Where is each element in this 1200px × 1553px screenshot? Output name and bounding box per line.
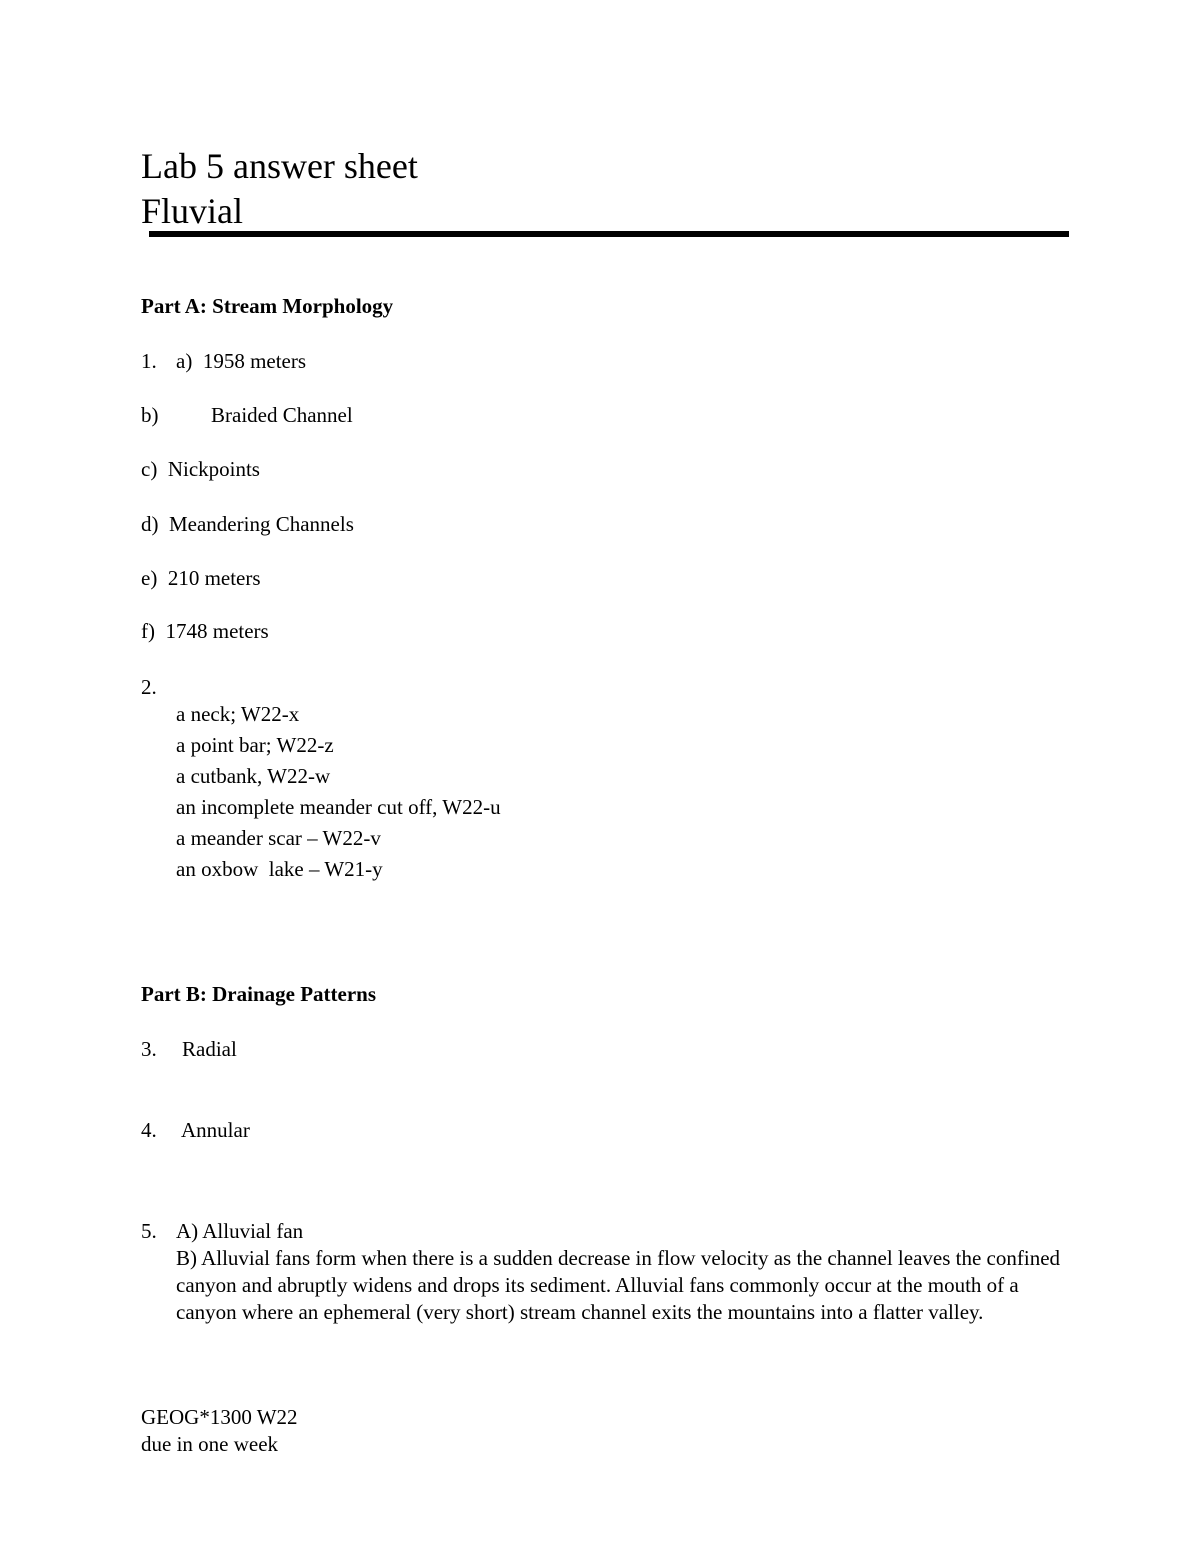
q1-answer-b: Braided Channel xyxy=(211,403,353,427)
q4-number: 4. xyxy=(141,1118,157,1142)
title-divider xyxy=(149,231,1069,237)
part-a-heading: Part A: Stream Morphology xyxy=(141,294,394,318)
part-b-heading: Part B: Drainage Patterns xyxy=(141,982,377,1006)
q3-answer: Radial xyxy=(182,1037,237,1061)
q2-number: 2. xyxy=(141,675,157,699)
page-title: Lab 5 answer sheet xyxy=(141,146,418,186)
q2-item: a point bar; W22-z xyxy=(176,733,334,757)
q1-number: 1. xyxy=(141,349,157,373)
q4-answer: Annular xyxy=(181,1118,250,1142)
q3-number: 3. xyxy=(141,1037,157,1061)
course-code: GEOG*1300 W22 xyxy=(141,1405,298,1429)
q1-answer-e: e) 210 meters xyxy=(141,566,261,590)
q1-answer-a: a) 1958 meters xyxy=(176,349,307,373)
q1-answer-c: c) Nickpoints xyxy=(141,457,260,481)
due-date: due in one week xyxy=(141,1432,279,1456)
q1-answer-f: f) 1748 meters xyxy=(141,619,269,643)
page-subtitle: Fluvial xyxy=(141,191,244,231)
q2-item: a cutbank, W22-w xyxy=(176,764,331,788)
q2-item: an oxbow lake – W21-y xyxy=(176,857,383,881)
q1-answer-d: d) Meandering Channels xyxy=(141,512,354,536)
q2-item: an incomplete meander cut off, W22-u xyxy=(176,795,501,819)
q2-item: a neck; W22-x xyxy=(176,702,300,726)
q1-b-label: b) xyxy=(141,403,159,427)
q5-answer-a: A) Alluvial fan xyxy=(176,1219,304,1243)
q5-answer-b: B) Alluvial fans form when there is a sudden decrease in flow velocity as the channel leaves the confined canyon and abruptly widens and drops its sediment. Alluvial fans commonly occur at the mouth of a canyon where an ephemeral (very short) stream channel exits the mountains into a flatter valley. xyxy=(176,1246,1061,1324)
q5-number: 5. xyxy=(141,1219,157,1243)
q2-item: a meander scar – W22-v xyxy=(176,826,381,850)
